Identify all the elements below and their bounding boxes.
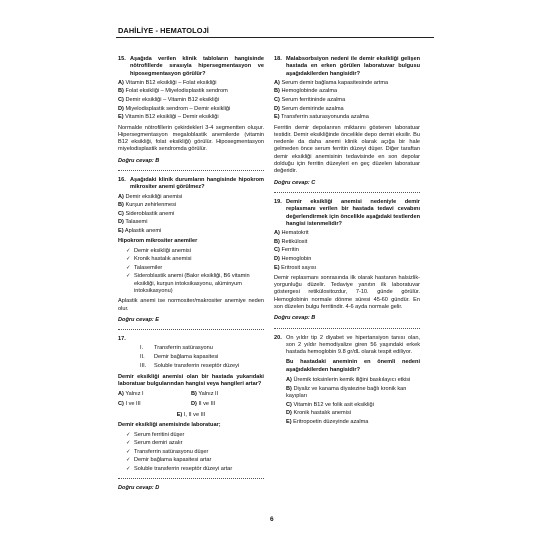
option-b[interactable]: B) Yalnız II bbox=[191, 391, 219, 398]
list-item: ✓ Transferrin satürasyonu düşer bbox=[126, 449, 264, 456]
explanation: Normalde nötrofillerin çekirdekleri 3-4 segmentten oluşur. Hipersegmentasyon megaloblastik anemilerde (vitamin B12 eksikliği, folat eksikliği) görülür. Hiposegmentasyon miyelodisplastik sendromda görülür. bbox=[118, 124, 264, 153]
question-16 bbox=[118, 177, 264, 330]
divider bbox=[274, 192, 420, 193]
answer: Doğru cevap: C bbox=[274, 179, 316, 186]
option-e[interactable]: E) Transferrin saturasyonunda azalma bbox=[274, 114, 369, 121]
list-item: ✓ Soluble transferrin reseptör düzeyi artar bbox=[126, 466, 264, 473]
option-a[interactable]: A) Yalnız I bbox=[118, 391, 144, 398]
question-text: Bu hastadaki aneminin en önemli nedeni aşağıdakilerden hangisidir? bbox=[286, 359, 420, 373]
option-a[interactable]: A) Demir eksikliği anemisi bbox=[118, 193, 183, 200]
divider bbox=[118, 478, 264, 479]
option-c[interactable]: C) Ferritin bbox=[274, 247, 299, 254]
question-number: 17. bbox=[118, 336, 126, 343]
divider bbox=[118, 329, 264, 330]
question-number: 18. bbox=[274, 56, 282, 62]
check-list bbox=[118, 432, 264, 474]
option-c[interactable]: C) I ve III bbox=[118, 401, 141, 408]
option-d[interactable]: D) Miyelodisplastik sendrom – Demir eksikliği bbox=[118, 105, 231, 112]
list-item: ✓ Serum demiri azalır bbox=[126, 440, 264, 447]
check-list bbox=[118, 248, 264, 296]
question-17 bbox=[118, 336, 264, 492]
list-item: ✓ Sideroblastik anemi (Bakır eksikliği, B6 vitamin eksikliği, kurşun intoksikasyonu, alüminyum intoksikasyonu) bbox=[126, 273, 264, 295]
statement-item: I. Transferrin satürasyonu bbox=[140, 345, 213, 352]
option-a[interactable]: A) Serum demir bağlama kapasitesinde artma bbox=[274, 79, 389, 86]
statement-item: III. Soluble transferrin reseptör düzeyi bbox=[140, 363, 240, 370]
option-e[interactable]: E) Eritrosit sayısı bbox=[274, 264, 317, 271]
list-item: ✓ Demir bağlama kapasitesi artar bbox=[126, 457, 264, 464]
list-item: ✓ Talasemiler bbox=[126, 265, 264, 272]
explanation: Aplastik anemi ise normositer/makrositer anemiye neden olur. bbox=[118, 298, 264, 312]
page-number: 6 bbox=[270, 516, 274, 523]
option-e[interactable]: E) Aplastik anemi bbox=[118, 228, 162, 235]
option-d[interactable]: D) Talasemi bbox=[118, 219, 148, 226]
list-item: ✓ Serum ferritini düşer bbox=[126, 432, 264, 439]
question-number: 16. bbox=[118, 177, 126, 184]
explanation: Ferritin demir depolarının miktarını gösteren laboratuar testidir. Demir eksikliğinde öncelikle depo demiri eksilir. Bu nedenle da daha anemi klinik olarak açığa bir hale gelmeden önce serum ferritin düzeyi düşer. Diğer taraftan demir eksikliği anemisinin tedavisinde en son depolar dolduğu için ferritin düzeyleri en geç düzelen laboratuar değeridir. bbox=[274, 124, 420, 175]
options-grid bbox=[118, 391, 264, 410]
answer: Doğru cevap: D bbox=[118, 485, 160, 492]
question-number: 15. bbox=[118, 56, 126, 62]
question-18 bbox=[274, 56, 420, 193]
question-number: 20. bbox=[274, 334, 282, 341]
list-title: Hipokrom mikrositer anemiler bbox=[118, 238, 198, 245]
explanation: Demir replasmanı sonrasında ilk olarak hastanın halsizlik-yorgunluğu düzelir. Tedaviye yanıtın ilk laboratuvar göstergesi retikülositozdur, 7-10. günde görülür. Hemoglobinin normale dönme süresi 45-60 gündür. En son düzelen bulgu ferritindir. 4-6 ayda normale gelir. bbox=[274, 274, 420, 310]
option-c[interactable]: C) Sideroblastik anemi bbox=[118, 210, 175, 217]
answer: Doğru cevap: E bbox=[118, 316, 160, 323]
question-text: Malabsorbsiyon nedeni ile demir eksikliği gelişen hastada en erken görülen laboratuvar bulgusu aşağıdakilerden hangisidir? bbox=[286, 56, 420, 77]
answer: Doğru cevap: B bbox=[274, 315, 316, 322]
question-text: Aşağıda verilen klinik tabloların hangisinde nötrofillerde sırasıyla hipersegmentasyon ve hiposegmentasyon görülür? bbox=[130, 56, 264, 77]
option-b[interactable]: B) Retikülosit bbox=[274, 238, 308, 245]
list-title: Demir eksikliği anemisinde laboratuar; bbox=[118, 422, 221, 429]
option-b[interactable]: B) Diyaliz ve kanama diyatezine bağlı kronik kan kayıpları bbox=[286, 385, 407, 399]
option-a[interactable]: A) Vitamin B12 eksikliği – Folat eksikliği bbox=[118, 79, 217, 86]
option-b[interactable]: B) Hemoglobinde azalma bbox=[274, 88, 338, 95]
question-15 bbox=[118, 56, 264, 171]
option-a[interactable]: A) Hematokrit bbox=[274, 230, 309, 237]
left-column bbox=[118, 56, 264, 497]
question-text: Aşağıdaki klinik durumların hangisinde hipokrom mikrositer anemi görülmez? bbox=[130, 177, 264, 191]
option-c[interactable]: C) Vitamin B12 ve folik asit eksikliği bbox=[286, 401, 374, 408]
list-item: ✓ Kronik hastalık anemisi bbox=[126, 256, 264, 263]
page-header-title: DAHİLİYE - HEMATOLOJİ bbox=[118, 26, 209, 35]
question-number: 19. bbox=[274, 198, 282, 205]
right-column bbox=[274, 56, 420, 427]
options bbox=[274, 377, 420, 426]
question-20 bbox=[274, 335, 420, 426]
option-d[interactable]: D) Serum demirinde azalma bbox=[274, 105, 344, 112]
question-intro: On yıldır tip 2 diyabet ve hipertansiyon tanısı olan, son 2 yıldır hemodiyalize giren 56 yaşındaki erkek hastada hemoglobin 9.8 gr/dL olarak tespit ediliyor. bbox=[286, 334, 420, 356]
divider bbox=[274, 328, 420, 329]
divider bbox=[118, 170, 264, 171]
question-text: Demir eksikliği anemisi olan bir hastada yukarıdaki laboratuar bulgularından hangisi veya hangileri artar? bbox=[118, 373, 264, 387]
list-item: ✓ Demir eksikliği anemisi bbox=[126, 248, 264, 255]
option-c[interactable]: C) Serum ferritininde azalma bbox=[274, 97, 346, 104]
option-e[interactable]: E) Eritropoetin düzeyinde azalma bbox=[286, 418, 369, 425]
answer: Doğru cevap: B bbox=[118, 157, 160, 164]
statement-list bbox=[118, 345, 264, 370]
option-b[interactable]: B) Kurşun zehirlenmesi bbox=[118, 202, 177, 209]
option-a[interactable]: A) Üremik toksinlerin kemik iliğini baskılayıcı etkisi bbox=[286, 377, 411, 384]
option-e[interactable]: E) I, II ve III bbox=[176, 411, 206, 418]
option-d[interactable]: D) Hemoglobin bbox=[274, 255, 312, 262]
option-d[interactable]: D) Kronik hastalık anemisi bbox=[286, 410, 351, 417]
question-19 bbox=[274, 199, 420, 329]
option-d[interactable]: D) II ve III bbox=[191, 401, 216, 408]
header-divider bbox=[116, 37, 434, 38]
question-text: Demir eksikliği anemisi nedeniyle demir replasmanı verilen bir hastada tedavi cevabını değerlendirmek için öncelikle aşağıdaki testlerden hangisi istenmelidir? bbox=[286, 198, 420, 227]
option-b[interactable]: B) Folat eksikliği – Miyelodisplastik sendrom bbox=[118, 88, 228, 95]
option-c[interactable]: C) Demir eksikliği – Vitamin B12 eksikliği bbox=[118, 97, 219, 104]
option-e[interactable]: E) Vitamin B12 eksikliği – Demir eksikliği bbox=[118, 114, 219, 121]
statement-item: II. Demir bağlama kapasitesi bbox=[140, 354, 219, 361]
